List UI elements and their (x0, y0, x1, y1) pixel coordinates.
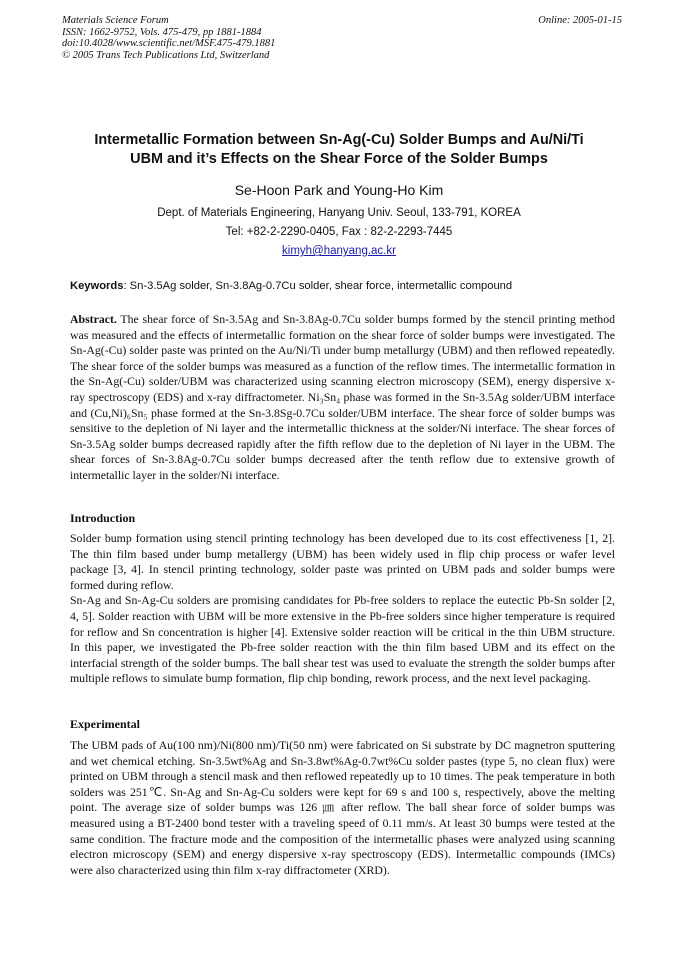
journal-header (62, 15, 622, 61)
email-link[interactable]: kimyh@hanyang.ac.kr (282, 245, 396, 257)
abstract-text: The shear force of Sn-3.5Ag and Sn-3.8Ag-0.7Cu solder bumps formed by the stencil printing method was measured and the effects of intermetallic formation on the shear force of solder bumps were investigated. The Sn-Ag(-Cu) solder paste was printed on the Au/Ni/Ti under bump metallurgy (UBM) and then reflowed repeatedly. The shear force of the solder bumps was measured as a function of the reflow times. The intermetallic formation in the Sn-Ag(-Cu) solder/UBM was characterized using scanning electron microscopy (SEM), energy dispersive x-ray spectroscopy (EDS) and x-ray diffractometer. Ni₃Sn₄ phase was formed in the Sn-3.5Ag solder/UBM interface and (Cu,Ni)₆Sn₅ phase formed at the Sn-3.8Sg-0.7Cu solder/UBM interface. The shear force of solder bumps was sensitive to the depletion of Ni layer and the intermetallic thickness at the solder/Ni interface. The shear forces of Sn-3.5Ag solder bumps decreased rapidly after the fifth reflow due to the depletion of Ni layer in the UBM. The shear forces of Sn-3.8Ag-0.7Cu solder bumps decreased after the tenth reflow due to extensive growth of intermetallic layer in the solder/Ni interface. (70, 312, 615, 482)
introduction-paragraph-1: Solder bump formation using stencil printing technology has been developed due to its cost effectiveness [1, 2]. The thin film based under bump metallergy (UBM) has been widely used in flip chip process or wafer level package [3, 4]. In stencil printing technology, solder paste was printed on UBM pads and solder bumps were formed during reflow. (70, 531, 615, 592)
paper-title (55, 131, 623, 169)
journal-name: Materials Science Forum (62, 15, 169, 26)
abstract (70, 312, 615, 484)
keywords (70, 279, 615, 293)
introduction-paragraph-2: Sn-Ag and Sn-Ag-Cu solders are promising candidates for Pb-free solders to replace the eutectic Pb-Sn solder [2, 4, 5]. Solder reaction with UBM will be more extensive in the Pb-free solders since higher temperature is required for reflow and Sn concentration is higher [4]. Extensive solder reaction will be critical in the thin UBM structure. In this paper, we investigated the Pb-free solder reaction with the thin film based UBM and its effect on the interfacial strength of the solder bumps. The ball shear test was used to evaluate the strength the solder bumps after multiple reflows to simulate bump formation, flip chip bonding, rework process, and the next level packaging. (70, 593, 615, 686)
experimental-body (70, 738, 615, 878)
experimental-heading: Experimental (70, 717, 140, 731)
keywords-label: Keywords (70, 280, 124, 292)
experimental-paragraph-1: The UBM pads of Au(100 nm)/Ni(800 nm)/Ti(50 nm) were fabricated on Si substrate by DC magnetron sputtering and wet chemical etching. Sn-3.5wt%Ag and Sn-3.8wt%Ag-0.7wt%Cu solder pastes (type 5, no clean flux) were printed on UBM through a stencil mask and then reflowed repeatedly up to 10 times. The peak temperature in both solders was 251℃. Sn-Ag and Sn-Ag-Cu solders were kept for 69 s and 100 s, respectively, above the melting point. The average size of solder bumps was 126 ㎛ after reflow. The ball shear force of solder bumps was measured using a BT-2400 bond tester with a traveling speed of 0.11 mm/s. At least 30 bumps were tested at the same condition. The fracture mode and the composition of the intermetallic phases were analyzed using scanning electron microscopy (SEM) and energy dispersive x-ray spectroscopy (EDS). Intermetallic compounds (IMCs) were also characterized using thin film x-ray diffractometer (XRD). (70, 738, 615, 877)
copyright-line: © 2005 Trans Tech Publications Ltd, Switzerland (62, 49, 270, 61)
title-line-2: UBM and it’s Effects on the Shear Force of the Solder Bumps (130, 151, 548, 167)
online-date: Online: 2005-01-15 (538, 15, 622, 26)
affiliation: Dept. of Materials Engineering, Hanyang Univ. Seoul, 133-791, KOREA (157, 207, 521, 219)
abstract-label: Abstract. (70, 312, 117, 326)
introduction-heading: Introduction (70, 511, 136, 525)
doi-line: doi:10.4028/www.scientific.net/MSF.475-479.1881 (62, 38, 276, 50)
keywords-text: : Sn-3.5Ag solder, Sn-3.8Ag-0.7Cu solder, shear force, intermetallic compound (123, 280, 513, 292)
issn-line: ISSN: 1662-9752, Vols. 475-479, pp 1881-1884 (62, 26, 262, 38)
authors: Se-Hoon Park and Young-Ho Kim (234, 182, 444, 198)
contact-info: Tel: +82-2-2290-0405, Fax : 82-2-2293-7445 (225, 226, 453, 238)
introduction-body (70, 531, 615, 687)
title-line-1: Intermetallic Formation between Sn-Ag(-Cu) Solder Bumps and Au/Ni/Ti (94, 132, 584, 148)
